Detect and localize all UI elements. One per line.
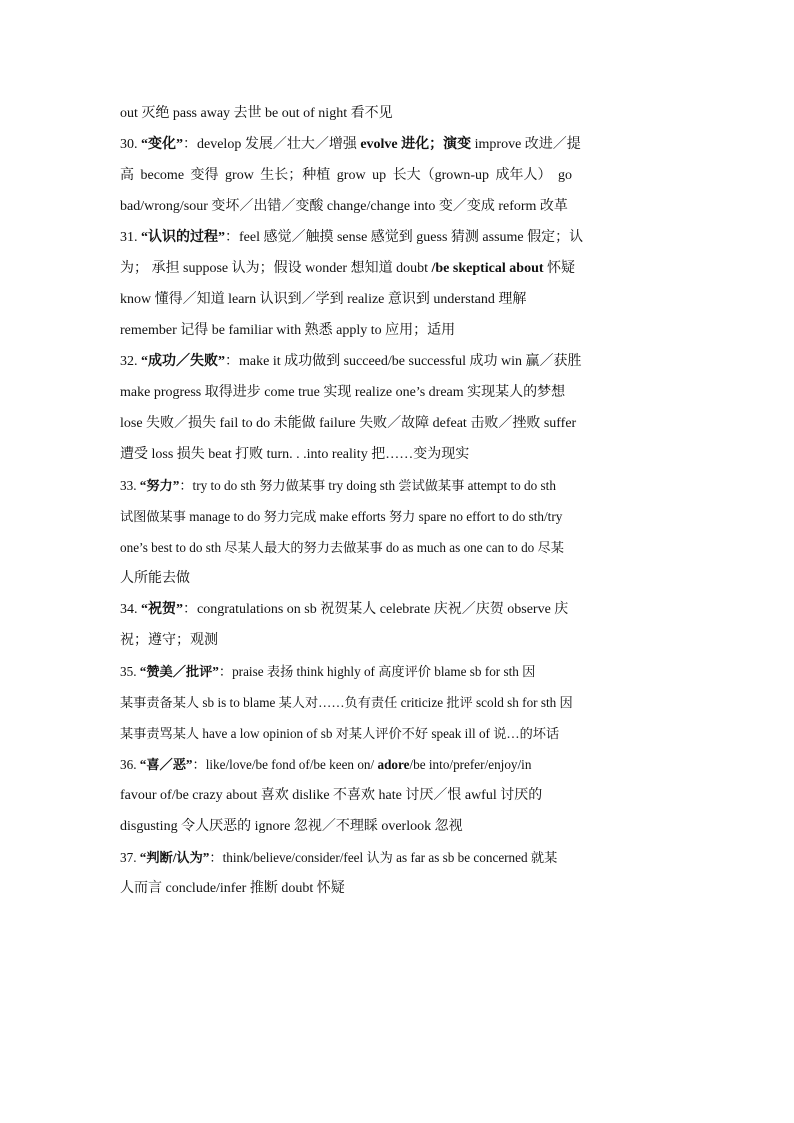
text-line: [120, 842, 675, 873]
text-run: know 懂得／知道 learn 认识到／学到 realize 意识到 understand 理解: [120, 292, 527, 307]
text-line: [120, 346, 675, 377]
section-heading: “成功／失败”: [141, 354, 225, 369]
text-line: [120, 718, 675, 749]
text-run: one’s best to do sth 尽某人最大的努力去做某事 do as much as one can to do 尽某: [120, 540, 564, 555]
text-run: ：think/believe/consider/feel 认为 as far as sb be concerned 就某: [209, 850, 558, 865]
text-run: bad/wrong/sour 变坏／出错／变酸 change/change into 变／变成 reform 改革: [120, 199, 568, 214]
text-line: [120, 594, 675, 625]
text-run: 人所能去做: [120, 571, 190, 586]
text-run: 36.: [120, 757, 140, 772]
text-run: 试图做某事 manage to do 努力完成 make efforts 努力 spare no effort to do sth/try: [120, 509, 563, 524]
section-heading: “努力”: [139, 478, 180, 493]
text-line: [120, 563, 675, 594]
text-line: [120, 687, 675, 718]
text-run: 遭受 loss 损失 beat 打败 turn. . .into reality 把……变为现实: [120, 447, 470, 462]
text-run: /be into/prefer/enjoy/in: [409, 757, 532, 772]
text-line: [120, 780, 675, 811]
text-run: 怀疑: [543, 261, 576, 276]
text-line: [120, 222, 675, 253]
text-run: 30.: [120, 137, 141, 152]
text-line: [120, 191, 675, 222]
text-run: improve 改进／提: [471, 137, 581, 152]
text-run: lose 失败／损失 fail to do 未能做 failure 失败／故障 defeat 击败／挫败 suffer: [120, 416, 577, 431]
text-line: [120, 253, 675, 284]
text-line: [120, 470, 675, 501]
text-line: [120, 656, 675, 687]
text-line: [120, 98, 675, 129]
text-run: 某事责备某人 sb is to blame 某人对……负有责任 criticize 批评 scold sh for sth 因: [120, 695, 573, 710]
text-run: 高 become 变得 grow 生长；种植 grow up 长大（grown-up 成年人） go: [120, 168, 573, 183]
text-line: [120, 129, 675, 160]
text-line: [120, 284, 675, 315]
text-line: [120, 811, 675, 842]
text-run: remember 记得 be familiar with 熟悉 apply to 应用；适用: [120, 323, 456, 338]
text-run: 32.: [120, 354, 141, 369]
section-heading: “祝贺”: [141, 602, 183, 617]
text-line: [120, 749, 675, 780]
text-run: ：make it 成功做到 succeed/be successful 成功 win 赢／获胜: [225, 354, 582, 369]
text-run: favour of/be crazy about 喜欢 dislike 不喜欢 hate 讨厌／恨 awful 讨厌的: [120, 788, 543, 803]
section-heading: “赞美／批评”: [139, 664, 219, 679]
text-run: ：praise 表扬 think highly of 高度评价 blame sb for sth 因: [218, 664, 536, 679]
bold-term: adore: [377, 757, 410, 772]
section-heading: “变化”: [141, 137, 183, 152]
text-line: [120, 873, 675, 904]
section-heading: “喜／恶”: [139, 757, 193, 772]
text-run: disgusting 令人厌恶的 ignore 忽视／不理睬 overlook 忽视: [120, 819, 463, 834]
section-heading: “判断/认为”: [139, 850, 210, 865]
text-line: [120, 408, 675, 439]
text-run: out 灭绝 pass away 去世 be out of night 看不见: [120, 106, 393, 121]
text-run: 37.: [120, 850, 140, 865]
text-run: 31.: [120, 230, 141, 245]
text-run: ：like/love/be fond of/be keen on/: [192, 757, 378, 772]
text-run: 33.: [120, 478, 140, 493]
text-run: ：try to do sth 努力做某事 try doing sth 尝试做某事 attempt to do sth: [179, 478, 556, 493]
text-line: [120, 160, 675, 191]
text-run: 35.: [120, 664, 140, 679]
text-run: 34.: [120, 602, 141, 617]
text-run: 某事责骂某人 have a low opinion of sb 对某人评价不好 speak ill of 说…的坏话: [120, 726, 560, 741]
text-run: make progress 取得进步 come true 实现 realize one’s dream 实现某人的梦想: [120, 385, 566, 400]
bold-term: /be skeptical about: [431, 261, 544, 276]
text-run: 人而言 conclude/infer 推断 doubt 怀疑: [120, 881, 345, 896]
text-line: [120, 532, 675, 563]
text-run: ：feel 感觉／触摸 sense 感觉到 guess 猜测 assume 假定；认: [225, 230, 584, 245]
text-line: [120, 377, 675, 408]
text-line: [120, 315, 675, 346]
text-run: 祝；遵守；观测: [120, 633, 218, 648]
text-run: ：develop 发展／壮大／增强: [183, 137, 361, 152]
bold-term: evolve 进化；演变: [360, 137, 472, 152]
text-run: 为； 承担 suppose 认为；假设 wonder 想知道 doubt: [120, 261, 432, 276]
text-line: [120, 439, 675, 470]
text-line: [120, 625, 675, 656]
text-run: ：congratulations on sb 祝贺某人 celebrate 庆祝／庆贺 observe 庆: [183, 602, 569, 617]
document-body: [120, 98, 675, 904]
text-line: [120, 501, 675, 532]
section-heading: “认识的过程”: [141, 230, 225, 245]
